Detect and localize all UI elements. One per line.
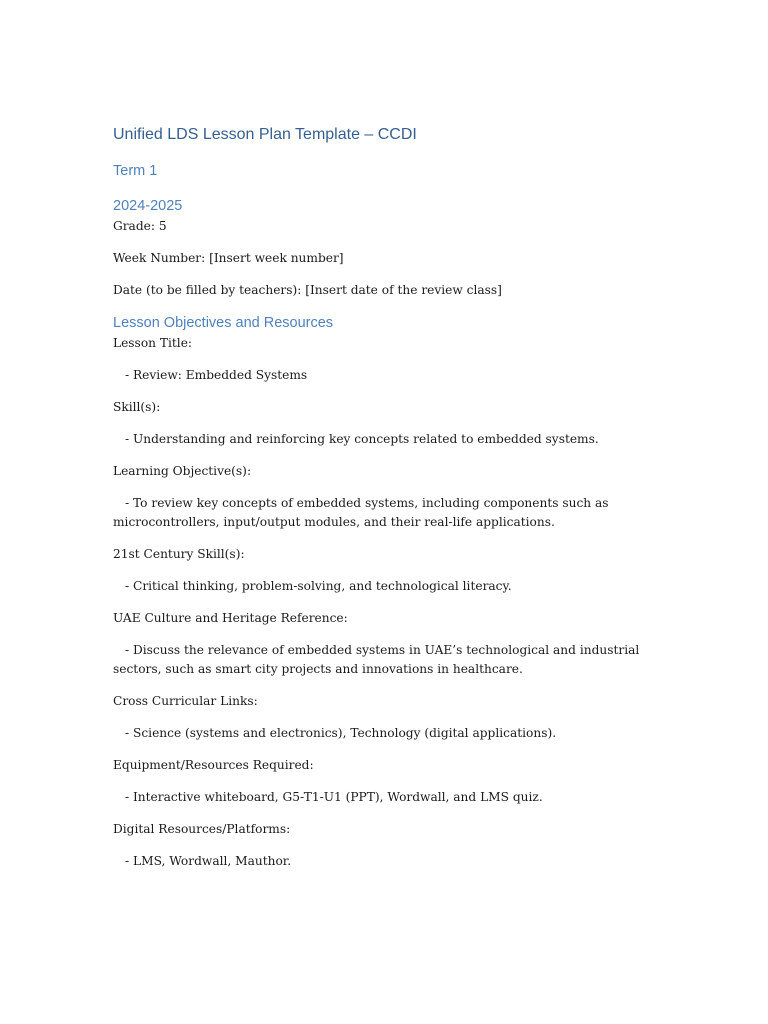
item-value-lesson-title: - Review: Embedded Systems <box>125 368 308 382</box>
grade-line: Grade: 5 <box>113 219 167 233</box>
item-value-skills: - Understanding and reinforcing key concepts related to embedded systems. <box>125 432 599 446</box>
learning-objectives-text: - To review key concepts of embedded systems, including components such as microcontrollers, input/output modules, and their real-life applications. <box>113 496 609 529</box>
item-label-digital-resources: Digital Resources/Platforms: <box>113 822 291 836</box>
section-heading: Lesson Objectives and Resources <box>113 315 334 331</box>
item-label-uae-culture: UAE Culture and Heritage Reference: <box>113 611 348 625</box>
uae-culture-text: - Discuss the relevance of embedded systems in UAE’s technological and industrial sectors, such as smart city projects and innovations in healthcare. <box>113 643 640 676</box>
term-heading: Term 1 <box>113 163 158 179</box>
item-label-21st-century: 21st Century Skill(s): <box>113 547 245 561</box>
date-line: Date (to be filled by teachers): [Insert date of the review class] <box>113 283 502 297</box>
item-value-learning-objectives <box>113 494 653 532</box>
item-value-digital-resources: - LMS, Wordwall, Mauthor. <box>125 854 292 868</box>
document-page <box>113 124 653 871</box>
item-value-21st-century: - Critical thinking, problem-solving, and technological literacy. <box>125 579 512 593</box>
document-title: Unified LDS Lesson Plan Template – CCDI <box>113 126 417 143</box>
item-value-equipment: - Interactive whiteboard, G5-T1-U1 (PPT), Wordwall, and LMS quiz. <box>125 790 543 804</box>
item-label-cross-curricular: Cross Curricular Links: <box>113 694 258 708</box>
week-line: Week Number: [Insert week number] <box>113 251 344 265</box>
item-label-lesson-title: Lesson Title: <box>113 336 193 350</box>
item-label-skills: Skill(s): <box>113 400 161 414</box>
item-label-learning-objectives: Learning Objective(s): <box>113 464 252 478</box>
item-label-equipment: Equipment/Resources Required: <box>113 758 314 772</box>
year-heading: 2024-2025 <box>113 198 183 214</box>
item-value-cross-curricular: - Science (systems and electronics), Technology (digital applications). <box>125 726 557 740</box>
item-value-uae-culture <box>113 641 653 679</box>
